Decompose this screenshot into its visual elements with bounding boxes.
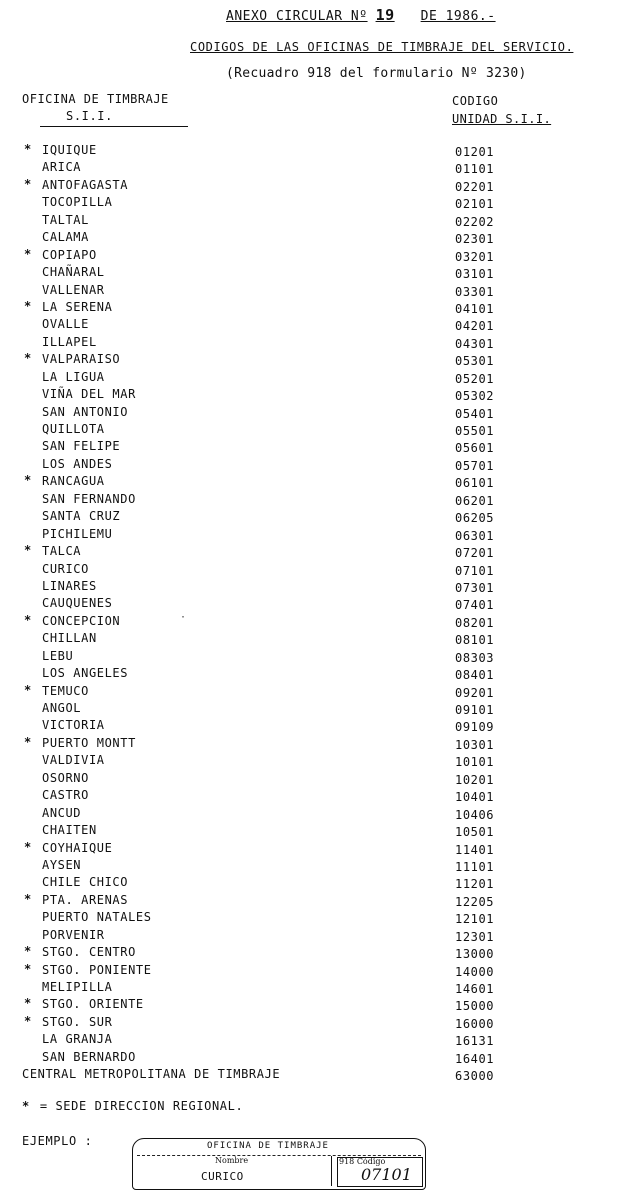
annex-header: [226, 6, 496, 24]
office-name: VALLENAR: [42, 282, 105, 297]
table-row: [0, 944, 630, 961]
regional-seat-star: *: [24, 839, 32, 854]
office-name: STGO. PONIENTE: [42, 962, 152, 977]
office-code: 06301: [455, 528, 495, 543]
office-code: 11101: [455, 859, 495, 874]
regional-seat-star: *: [24, 351, 32, 366]
table-row: [0, 1014, 630, 1031]
table-row: [0, 264, 630, 281]
table-row: [0, 1049, 630, 1066]
office-name: CHILE CHICO: [42, 875, 129, 890]
office-code: 02202: [455, 214, 495, 229]
office-name: QUILLOTA: [42, 422, 105, 436]
table-row: [0, 874, 630, 891]
office-column-subheader: S.I.I.: [66, 109, 113, 123]
table-row: [0, 613, 630, 630]
office-code: 08303: [455, 650, 495, 665]
legend-text: = SEDE DIRECCION REGIONAL.: [39, 1099, 244, 1113]
office-code: 10501: [455, 825, 495, 840]
regional-seat-star: *: [24, 996, 32, 1011]
regional-seat-star: *: [24, 944, 32, 959]
office-code: 05302: [455, 389, 495, 404]
office-code: 13000: [455, 947, 495, 962]
office-code: 16401: [455, 1051, 495, 1066]
table-row: [0, 770, 630, 787]
table-row: [0, 159, 630, 176]
office-name: LOS ANDES: [42, 456, 113, 471]
table-row: [0, 212, 630, 229]
table-row: [0, 648, 630, 665]
office-name: VALDIVIA: [42, 753, 105, 768]
regional-seat-star: *: [24, 1013, 32, 1028]
table-row: [0, 996, 630, 1013]
table-row: [0, 962, 630, 979]
office-code: 01201: [455, 145, 495, 159]
office-code: 09201: [455, 685, 495, 700]
office-code: 12301: [455, 929, 495, 944]
table-row: [0, 456, 630, 473]
office-name: PORVENIR: [42, 927, 105, 942]
office-name: ILLAPEL: [42, 334, 97, 349]
office-name: VICTORIA: [42, 718, 105, 733]
office-name: LA SERENA: [42, 299, 113, 314]
office-name: STGO. SUR: [42, 1014, 113, 1029]
office-code: 11401: [455, 842, 495, 857]
office-code: 10406: [455, 807, 495, 822]
example-box-title: OFICINA DE TIMBRAJE: [207, 1141, 329, 1151]
office-code: 07201: [455, 546, 495, 561]
example-box-divider: [137, 1155, 421, 1156]
table-row: [0, 491, 630, 508]
office-name: CONCEPCION: [42, 613, 121, 628]
office-code: 06205: [455, 511, 495, 526]
example-vertical-divider: [331, 1156, 332, 1186]
example-name-value: CURICO: [201, 1170, 244, 1183]
office-code-list: [0, 142, 630, 1084]
office-name: ANCUD: [42, 805, 82, 820]
office-code: 02301: [455, 232, 495, 247]
table-row: [0, 857, 630, 874]
table-row: [0, 351, 630, 368]
office-code: 06101: [455, 476, 495, 491]
table-row: [0, 543, 630, 560]
regional-seat-star: *: [24, 543, 32, 558]
office-name: TALTAL: [42, 212, 89, 227]
office-name: ANTOFAGASTA: [42, 177, 129, 192]
office-name: PUERTO MONTT: [42, 735, 136, 750]
table-row: [0, 717, 630, 734]
office-name: CALAMA: [42, 230, 89, 245]
table-row: [0, 369, 630, 386]
office-name: MELIPILLA: [42, 980, 113, 994]
legend-star: *: [22, 1099, 30, 1113]
office-name: RANCAGUA: [42, 474, 105, 489]
table-row: [0, 1066, 630, 1083]
office-code: 16000: [455, 1016, 495, 1031]
example-code-label: 918 Código: [339, 1157, 386, 1166]
office-name: SAN FERNANDO: [42, 491, 136, 506]
table-row: [0, 892, 630, 909]
office-code: 10101: [455, 755, 495, 770]
office-code: 05401: [455, 406, 495, 421]
table-row: [0, 979, 630, 996]
document-subtitle: (Recuadro 918 del formulario Nº 3230): [226, 66, 527, 81]
table-row: [0, 438, 630, 455]
office-code: 08401: [455, 668, 495, 683]
office-code: 02101: [455, 197, 495, 212]
table-row: [0, 630, 630, 647]
office-code: 11201: [455, 877, 495, 892]
office-name: COPIAPO: [42, 247, 97, 262]
regional-seat-star: *: [24, 891, 32, 906]
example-code-value: 07101: [361, 1165, 412, 1184]
office-code: 15000: [455, 999, 495, 1014]
office-name: LOS ANGELES: [42, 666, 129, 681]
table-row: [0, 282, 630, 299]
table-row: [0, 665, 630, 682]
office-name: TEMUCO: [42, 683, 89, 698]
table-row: [0, 194, 630, 211]
office-name: AYSEN: [42, 857, 82, 872]
office-name: STGO. CENTRO: [42, 945, 136, 960]
code-column-subheader: UNIDAD S.I.I.: [452, 112, 552, 126]
regional-seat-star: *: [24, 734, 32, 749]
table-row: [0, 142, 630, 159]
table-row: [0, 473, 630, 490]
table-row: [0, 822, 630, 839]
office-name: LINARES: [42, 578, 97, 593]
regional-seat-star: *: [24, 298, 32, 313]
table-row: [0, 404, 630, 421]
office-code: 09109: [455, 720, 495, 735]
office-name: VIÑA DEL MAR: [42, 387, 136, 402]
table-row: [0, 386, 630, 403]
office-name: CHAÑARAL: [42, 265, 105, 280]
regional-seat-star: *: [24, 612, 32, 627]
office-name: LA GRANJA: [42, 1032, 113, 1047]
table-row: [0, 787, 630, 804]
office-code: 05701: [455, 458, 495, 473]
office-code: 03101: [455, 267, 495, 282]
office-code: 03201: [455, 249, 495, 264]
annex-date: DE 1986.-: [420, 9, 496, 24]
office-code: 07401: [455, 598, 495, 613]
table-row: [0, 595, 630, 612]
table-row: [0, 508, 630, 525]
office-code: 01101: [455, 162, 495, 177]
office-name: CHAITEN: [42, 823, 97, 838]
regional-seat-star: *: [24, 473, 32, 488]
office-name: LEBU: [42, 648, 74, 663]
office-code: 08101: [455, 633, 495, 648]
office-code: 04301: [455, 336, 495, 351]
regional-seat-star: *: [24, 176, 32, 191]
document-title: CODIGOS DE LAS OFICINAS DE TIMBRAJE DEL SERVICIO.: [190, 40, 574, 54]
office-name: CURICO: [42, 561, 89, 576]
table-row: [0, 805, 630, 822]
office-code: 05601: [455, 441, 495, 456]
office-name: STGO. ORIENTE: [42, 997, 144, 1012]
table-row: [0, 840, 630, 857]
office-name: SAN FELIPE: [42, 439, 121, 454]
office-name: OSORNO: [42, 770, 89, 785]
office-name: TALCA: [42, 544, 82, 559]
table-row: [0, 229, 630, 246]
office-code: 14601: [455, 982, 495, 996]
regional-seat-star: *: [24, 961, 32, 976]
regional-seat-star: *: [24, 246, 32, 261]
scan-speck: ·: [180, 612, 187, 623]
office-name: CENTRAL METROPOLITANA DE TIMBRAJE: [22, 1067, 281, 1082]
office-name: ANGOL: [42, 701, 82, 715]
regional-seat-star: *: [24, 142, 32, 156]
example-form-box: [132, 1138, 426, 1190]
office-code: 03301: [455, 284, 495, 299]
office-code: 12101: [455, 912, 495, 927]
table-row: [0, 177, 630, 194]
table-row: [0, 526, 630, 543]
table-row: [0, 1031, 630, 1048]
office-name: PTA. ARENAS: [42, 892, 129, 907]
office-code: 10301: [455, 737, 495, 752]
regional-seat-star: *: [24, 682, 32, 697]
office-name: SAN BERNARDO: [42, 1049, 136, 1064]
table-row: [0, 752, 630, 769]
table-row: [0, 561, 630, 578]
table-row: [0, 247, 630, 264]
table-row: [0, 421, 630, 438]
annex-number: 19: [375, 6, 395, 24]
example-label: EJEMPLO :: [22, 1134, 93, 1148]
table-row: [0, 683, 630, 700]
office-code: 05501: [455, 424, 495, 438]
office-name: PUERTO NATALES: [42, 910, 152, 925]
table-row: [0, 700, 630, 717]
office-code: 10401: [455, 790, 495, 805]
office-code: 02201: [455, 179, 495, 194]
table-row: [0, 578, 630, 595]
office-header-underline: [40, 126, 188, 127]
office-code: 07301: [455, 580, 495, 595]
office-name: SANTA CRUZ: [42, 509, 121, 524]
office-name: SAN ANTONIO: [42, 404, 129, 419]
office-name: VALPARAISO: [42, 352, 121, 367]
table-row: [0, 316, 630, 333]
office-code: 07101: [455, 563, 495, 578]
office-code: 04101: [455, 301, 495, 316]
office-name: COYHAIQUE: [42, 840, 113, 855]
table-row: [0, 909, 630, 926]
table-row: [0, 735, 630, 752]
office-name: PICHILEMU: [42, 526, 113, 541]
code-column-header: CODIGO: [452, 94, 499, 108]
office-code: 16131: [455, 1034, 495, 1049]
table-row: [0, 299, 630, 316]
office-name: OVALLE: [42, 317, 89, 332]
office-name: CHILLAN: [42, 631, 97, 646]
office-name: TOCOPILLA: [42, 195, 113, 210]
office-column-header: OFICINA DE TIMBRAJE: [22, 92, 169, 106]
office-code: 14000: [455, 964, 495, 979]
annex-label: ANEXO CIRCULAR Nº: [226, 9, 368, 24]
office-name: ARICA: [42, 160, 82, 175]
office-name: CASTRO: [42, 788, 89, 803]
office-code: 06201: [455, 493, 495, 508]
table-row: [0, 927, 630, 944]
office-code: 10201: [455, 772, 495, 787]
office-name: IQUIQUE: [42, 143, 97, 157]
office-code: 63000: [455, 1069, 495, 1084]
office-code: 05301: [455, 354, 495, 369]
office-code: 08201: [455, 615, 495, 630]
legend: [22, 1099, 243, 1113]
table-row: [0, 334, 630, 351]
office-name: CAUQUENES: [42, 596, 113, 611]
office-code: 05201: [455, 371, 495, 386]
office-code: 04201: [455, 319, 495, 334]
example-name-label: Nombre: [215, 1156, 249, 1165]
office-code: 09101: [455, 703, 495, 717]
office-name: LA LIGUA: [42, 369, 105, 384]
office-code: 12205: [455, 894, 495, 909]
